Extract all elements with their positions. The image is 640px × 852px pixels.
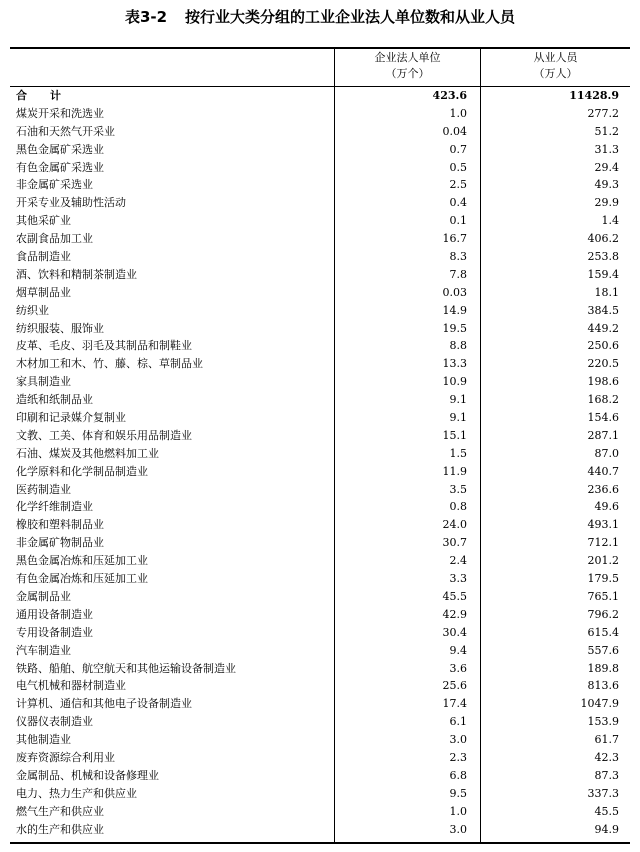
- industry-name: 电力、热力生产和供应业: [16, 786, 137, 800]
- industry-name: 计算机、通信和其他电子设备制造业: [16, 697, 192, 711]
- industry-name: 纺织业: [16, 303, 49, 317]
- employees-value: 712.1: [587, 536, 619, 550]
- table-row: [10, 785, 630, 803]
- industry-name: 印刷和记录媒介复制业: [16, 411, 126, 425]
- units-value: 0.8: [449, 500, 467, 514]
- table-row: [10, 320, 630, 338]
- employees-value: 49.3: [594, 178, 619, 192]
- table-row: [10, 194, 630, 212]
- units-value: 25.6: [442, 679, 467, 693]
- units-value: 0.4: [449, 196, 467, 210]
- industry-name: 黑色金属矿采选业: [16, 142, 104, 156]
- header-units: [335, 50, 480, 84]
- industry-name: 仪器仪表制造业: [16, 715, 93, 729]
- employees-value: 287.1: [587, 428, 619, 442]
- table-row: [10, 660, 630, 678]
- units-value: 16.7: [442, 232, 467, 246]
- industry-name: 其他制造业: [16, 733, 71, 747]
- industry-name: 文教、工美、体育和娱乐用品制造业: [16, 428, 192, 442]
- employees-value: 153.9: [587, 715, 619, 729]
- table-row: [10, 445, 630, 463]
- employees-value: 61.7: [594, 733, 619, 747]
- employees-value: 493.1: [587, 518, 619, 532]
- units-value: 19.5: [442, 321, 467, 335]
- units-value: 7.8: [449, 267, 467, 281]
- table-row: [10, 302, 630, 320]
- industry-name: 开采专业及辅助性活动: [16, 196, 126, 210]
- industry-name: 燃气生产和供应业: [16, 804, 104, 818]
- top-rule: [10, 47, 630, 49]
- employees-value: 159.4: [587, 267, 619, 281]
- units-value: 10.9: [442, 375, 467, 389]
- table-title: [0, 0, 640, 34]
- employees-value: 189.8: [587, 661, 619, 675]
- units-value: 11.9: [442, 464, 467, 478]
- units-value: 0.1: [449, 214, 467, 228]
- units-value: 3.6: [449, 661, 467, 675]
- employees-value: 220.5: [587, 357, 619, 371]
- employees-value: 796.2: [587, 607, 619, 621]
- employees-value: 198.6: [587, 375, 619, 389]
- employees-value: 1047.9: [580, 697, 619, 711]
- employees-value: 1.4: [601, 214, 619, 228]
- table-row: [10, 642, 630, 660]
- industry-name: 合 计: [16, 89, 67, 102]
- employees-value: 615.4: [587, 625, 619, 639]
- units-value: 3.0: [449, 822, 467, 836]
- employees-value: 250.6: [587, 339, 619, 353]
- table-row: [10, 606, 630, 624]
- table-row: [10, 749, 630, 767]
- industry-name: 农副食品加工业: [16, 232, 93, 246]
- table-row: [10, 123, 630, 141]
- table-row: [10, 230, 630, 248]
- table-row: [10, 731, 630, 749]
- industry-name: 水的生产和供应业: [16, 822, 104, 836]
- units-value: 0.04: [442, 124, 467, 138]
- industry-name: 橡胶和塑料制品业: [16, 518, 104, 532]
- table-row: [10, 159, 630, 177]
- units-value: 42.9: [442, 607, 467, 621]
- header-employees: [481, 50, 630, 84]
- employees-value: 449.2: [587, 321, 619, 335]
- header-employees-line2: （万人）: [533, 67, 578, 80]
- employees-value: 236.6: [587, 482, 619, 496]
- units-value: 1.0: [449, 106, 467, 120]
- industry-name: 汽车制造业: [16, 643, 71, 657]
- units-value: 9.1: [449, 393, 467, 407]
- industry-name: 废弃资源综合利用业: [16, 750, 115, 764]
- units-value: 9.4: [449, 643, 467, 657]
- table-row: [10, 463, 630, 481]
- units-value: 17.4: [442, 697, 467, 711]
- table-row: [10, 516, 630, 534]
- table-row: [10, 821, 630, 839]
- table-row: [10, 695, 630, 713]
- employees-value: 42.3: [594, 750, 619, 764]
- industry-name: 通用设备制造业: [16, 607, 93, 621]
- industry-name: 医药制造业: [16, 482, 71, 496]
- table-row: [10, 105, 630, 123]
- industry-name: 铁路、船舶、航空航天和其他运输设备制造业: [16, 661, 236, 675]
- header-units-line2: （万个）: [385, 67, 430, 80]
- industry-name: 皮革、毛皮、羽毛及其制品和制鞋业: [16, 339, 192, 353]
- employees-value: 440.7: [587, 464, 619, 478]
- industry-name: 家具制造业: [16, 375, 71, 389]
- industry-name: 石油、煤炭及其他燃料加工业: [16, 446, 159, 460]
- employees-value: 813.6: [587, 679, 619, 693]
- units-value: 30.4: [442, 625, 467, 639]
- table-row: [10, 337, 630, 355]
- industry-name: 专用设备制造业: [16, 625, 93, 639]
- industry-name: 有色金属矿采选业: [16, 160, 104, 174]
- table-row: [10, 498, 630, 516]
- units-value: 30.7: [442, 536, 467, 550]
- table-title-text: 按行业大类分组的工业企业法人单位数和从业人员: [185, 8, 516, 26]
- units-value: 6.8: [449, 768, 467, 782]
- employees-value: 765.1: [587, 589, 619, 603]
- employees-value: 87.0: [594, 446, 619, 460]
- employees-value: 29.4: [594, 160, 619, 174]
- industry-name: 金属制品业: [16, 589, 71, 603]
- units-value: 3.0: [449, 733, 467, 747]
- table-row: [10, 427, 630, 445]
- units-value: 24.0: [442, 518, 467, 532]
- employees-value: 87.3: [594, 768, 619, 782]
- industry-name: 烟草制品业: [16, 285, 71, 299]
- table-number: 表3-2: [124, 8, 168, 26]
- employees-value: 277.2: [587, 106, 619, 120]
- industry-name: 化学原料和化学制品制造业: [16, 464, 148, 478]
- table-row: [10, 552, 630, 570]
- industry-name: 电气机械和器材制造业: [16, 679, 126, 693]
- units-value: 8.8: [449, 339, 467, 353]
- table-row: [10, 373, 630, 391]
- employees-value: 557.6: [587, 643, 619, 657]
- employees-value: 31.3: [594, 142, 619, 156]
- industry-name: 有色金属冶炼和压延加工业: [16, 572, 148, 586]
- industry-name: 非金属矿物制品业: [16, 536, 104, 550]
- table-row: [10, 588, 630, 606]
- table-row: [10, 212, 630, 230]
- table-row: [10, 677, 630, 695]
- table-row: [10, 266, 630, 284]
- industry-name: 纺织服装、服饰业: [16, 321, 104, 335]
- units-value: 1.5: [449, 446, 467, 460]
- employees-value: 18.1: [594, 285, 619, 299]
- employees-value: 201.2: [587, 554, 619, 568]
- units-value: 2.4: [449, 554, 467, 568]
- table-row: [10, 409, 630, 427]
- industry-name: 木材加工和木、竹、藤、棕、草制品业: [16, 357, 203, 371]
- units-value: 8.3: [449, 250, 467, 264]
- table-row: [10, 534, 630, 552]
- units-value: 2.5: [449, 178, 467, 192]
- industry-name: 非金属矿采选业: [16, 178, 93, 192]
- industry-name: 酒、饮料和精制茶制造业: [16, 267, 137, 281]
- table-row: [10, 803, 630, 821]
- units-value: 14.9: [442, 303, 467, 317]
- header-units-line1: 企业法人单位: [374, 51, 441, 64]
- industry-name: 食品制造业: [16, 250, 71, 264]
- table-row: [10, 713, 630, 731]
- table-row: [10, 391, 630, 409]
- employees-value: 154.6: [587, 411, 619, 425]
- employees-value: 337.3: [587, 786, 619, 800]
- units-value: 3.3: [449, 572, 467, 586]
- table-row: [10, 355, 630, 373]
- total-row: [10, 87, 630, 105]
- industry-name: 煤炭开采和洗选业: [16, 106, 104, 120]
- industry-name: 黑色金属冶炼和压延加工业: [16, 554, 148, 568]
- table-row: [10, 141, 630, 159]
- employees-value: 94.9: [594, 822, 619, 836]
- industry-name: 其他采矿业: [16, 214, 71, 228]
- table-row: [10, 481, 630, 499]
- units-value: 0.5: [449, 160, 467, 174]
- units-value: 6.1: [449, 715, 467, 729]
- table-body: [10, 87, 630, 838]
- employees-value: 29.9: [594, 196, 619, 210]
- units-value: 3.5: [449, 482, 467, 496]
- employees-value: 168.2: [587, 393, 619, 407]
- industry-name: 化学纤维制造业: [16, 500, 93, 514]
- employees-value: 49.6: [594, 500, 619, 514]
- employees-value: 384.5: [587, 303, 619, 317]
- table-row: [10, 570, 630, 588]
- table-row: [10, 176, 630, 194]
- table-row: [10, 284, 630, 302]
- table-row: [10, 624, 630, 642]
- employees-value: 179.5: [587, 572, 619, 586]
- units-value: 1.0: [449, 804, 467, 818]
- header-employees-line1: 从业人员: [533, 51, 578, 64]
- units-value: 13.3: [442, 357, 467, 371]
- table-row: [10, 767, 630, 785]
- industry-name: 石油和天然气开采业: [16, 124, 115, 138]
- units-value: 15.1: [442, 428, 467, 442]
- units-value: 2.3: [449, 750, 467, 764]
- units-value: 9.5: [449, 786, 467, 800]
- units-value: 45.5: [442, 589, 467, 603]
- employees-value: 406.2: [587, 232, 619, 246]
- units-value: 0.03: [442, 285, 467, 299]
- employees-value: 253.8: [587, 250, 619, 264]
- employees-value: 51.2: [594, 124, 619, 138]
- employees-value: 45.5: [594, 804, 619, 818]
- industry-name: 造纸和纸制品业: [16, 393, 93, 407]
- units-value: 9.1: [449, 411, 467, 425]
- employees-value: 11428.9: [569, 89, 619, 102]
- units-value: 0.7: [449, 142, 467, 156]
- industry-name: 金属制品、机械和设备修理业: [16, 768, 159, 782]
- bottom-rule: [10, 842, 630, 844]
- table-row: [10, 248, 630, 266]
- units-value: 423.6: [432, 89, 467, 102]
